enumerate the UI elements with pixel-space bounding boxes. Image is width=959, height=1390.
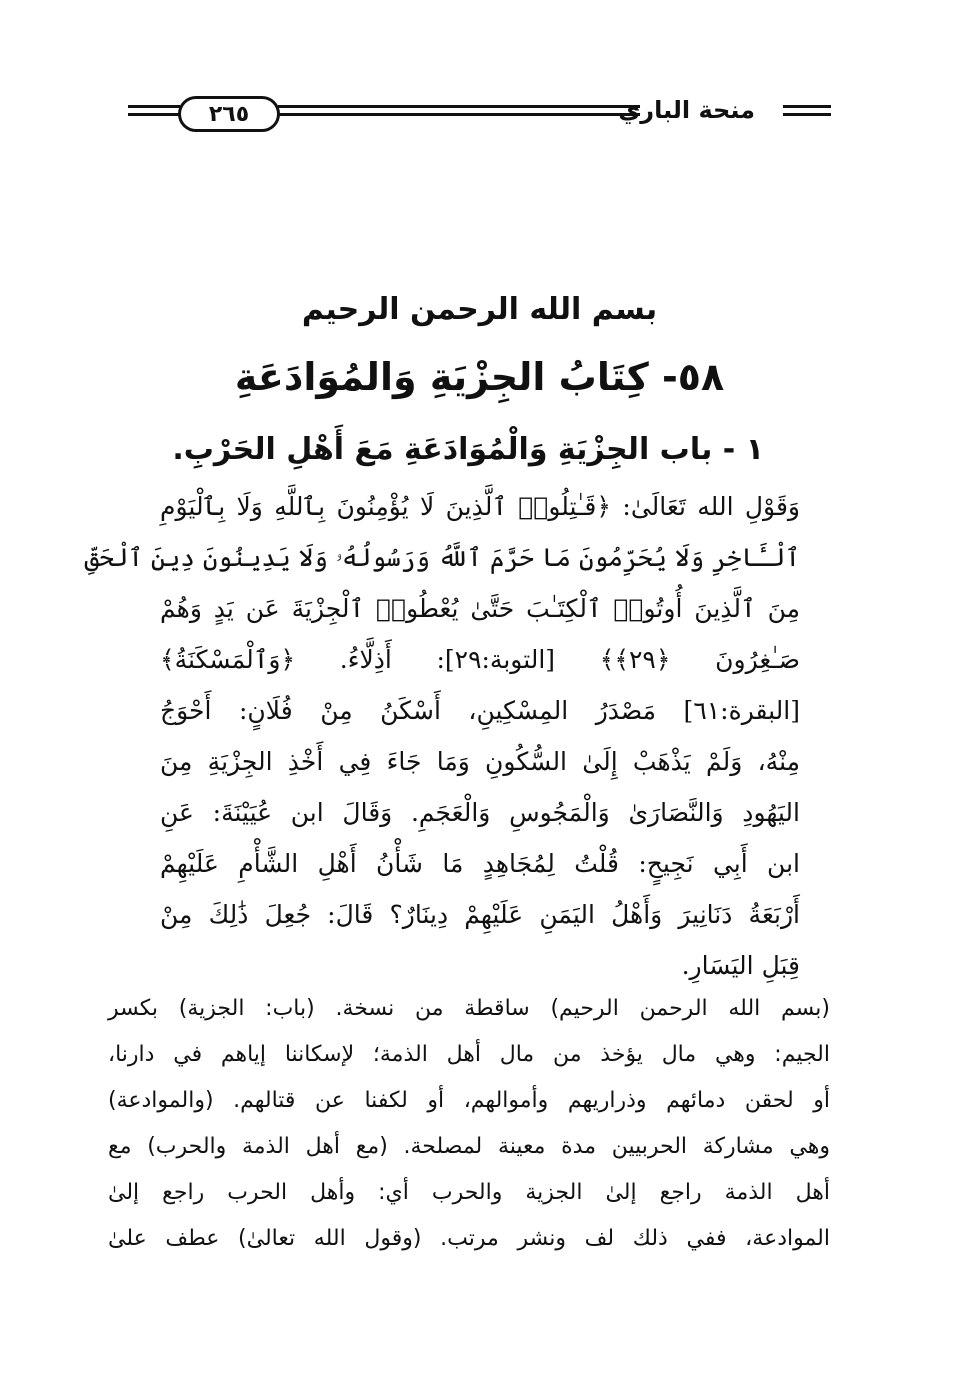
main-text-block: [84, 492, 800, 992]
commentary-line: أهل الذمة راجع إلىٰ الجزية والحرب أي: وأهل الحرب راجع إلىٰ: [108, 1180, 830, 1205]
main-text-line: [البقرة:٦١] مَصْدَرُ المِسْكِينِ، أَسْكَنُ مِنْ فُلَانٍ: أَحْوَجُ: [160, 696, 800, 725]
commentary-line: الموادعة، ففي ذلك لف ونشر مرتب. (وقول الله تعالىٰ) عطف علىٰ: [108, 1226, 830, 1251]
header-rule-left-bottom: [128, 113, 180, 116]
commentary-line: أو لحقن دمائهم وذراريهم وأموالهم، أو لكفنا عن قتالهم. (والموادعة): [108, 1088, 830, 1113]
running-header: [128, 88, 833, 140]
main-text-line: ٱلْـَٔاخِرِ وَلَا يُحَرِّمُونَ مَا حَرَّمَ ٱللَّهُ وَرَسُولُهُۥ وَلَا يَدِينُونَ دِينَ ٱلْحَقِّ: [84, 543, 800, 572]
main-text-line: قِبَلِ اليَسَارِ.: [681, 951, 800, 980]
bab-title: ١ - باب الجِزْيَةِ وَالْمُوَادَعَةِ مَعَ أَهْلِ الحَرْبِ.: [172, 432, 764, 467]
header-rule-right-top: [783, 105, 831, 108]
basmala-heading: بسم الله الرحمن الرحيم: [301, 292, 658, 327]
main-text-line: أَرْبَعَةُ دَنَانِيرَ وَأَهْلُ اليَمَنِ عَلَيْهِمْ دِينَارٌ؟ قَالَ: جُعِلَ ذَٰلِكَ مِنْ: [160, 900, 800, 929]
commentary-line: وهي مشاركة الحربيين مدة معينة لمصلحة. (مع أهل الذمة والحرب) مع: [108, 1134, 830, 1159]
header-rule-left-top: [128, 105, 180, 108]
main-text-line: وَقَوْلِ الله تَعَالَىٰ: ﴿قَـٰتِلُوا۟ ٱلَّذِينَ لَا يُؤْمِنُونَ بِٱللَّهِ وَلَا بِٱلْيَوْمِ: [160, 492, 800, 521]
commentary-line: الجيم: وهي مال يؤخذ من مال أهل الذمة؛ لإسكاننا إياهم في دارنا،: [108, 1042, 830, 1067]
main-text-line: مِنَ ٱلَّذِينَ أُوتُوا۟ ٱلْكِتَـٰبَ حَتَّىٰ يُعْطُوا۟ ٱلْجِزْيَةَ عَن يَدٍ وَهُمْ: [160, 594, 800, 623]
main-text-line: مِنْهُ، وَلَمْ يَذْهَبْ إِلَىٰ السُّكُونِ وَمَا جَاءَ فِي أَخْذِ الجِزْيَةِ مِنَ: [160, 747, 800, 776]
header-rule-middle-top: [278, 105, 640, 108]
commentary-block: [108, 996, 830, 1296]
main-text-line: ابن أَبِي نَجِيحٍ: قُلْتُ لِمُجَاهِدٍ مَا شَأْنُ أَهْلِ الشَّأْمِ عَلَيْهِمْ: [160, 849, 800, 878]
commentary-line: (بسم الله الرحمن الرحيم) ساقطة من نسخة. (باب: الجزية) بكسر: [108, 996, 830, 1021]
main-text-line: صَـٰغِرُونَ ﴿٢٩﴾﴾ [التوبة:٢٩]: أَذِلَّاءُ. ﴿وَٱلْمَسْكَنَةُ﴾: [160, 645, 800, 674]
page-number: [178, 96, 280, 132]
page-number-text: ٢٦٥: [208, 101, 250, 127]
header-rule-middle-bottom: [278, 113, 640, 116]
header-rule-right-bottom: [783, 113, 831, 116]
kitab-title: ٥٨- كِتَابُ الجِزْيَةِ وَالمُوَادَعَةِ: [234, 355, 725, 399]
book-title: منحة الباري: [618, 96, 755, 124]
main-text-line: اليَهُودِ وَالنَّصَارَىٰ وَالْمَجُوسِ وَالْعَجَمِ. وَقَالَ ابن عُيَيْنَةَ: عَنِ: [160, 798, 800, 827]
